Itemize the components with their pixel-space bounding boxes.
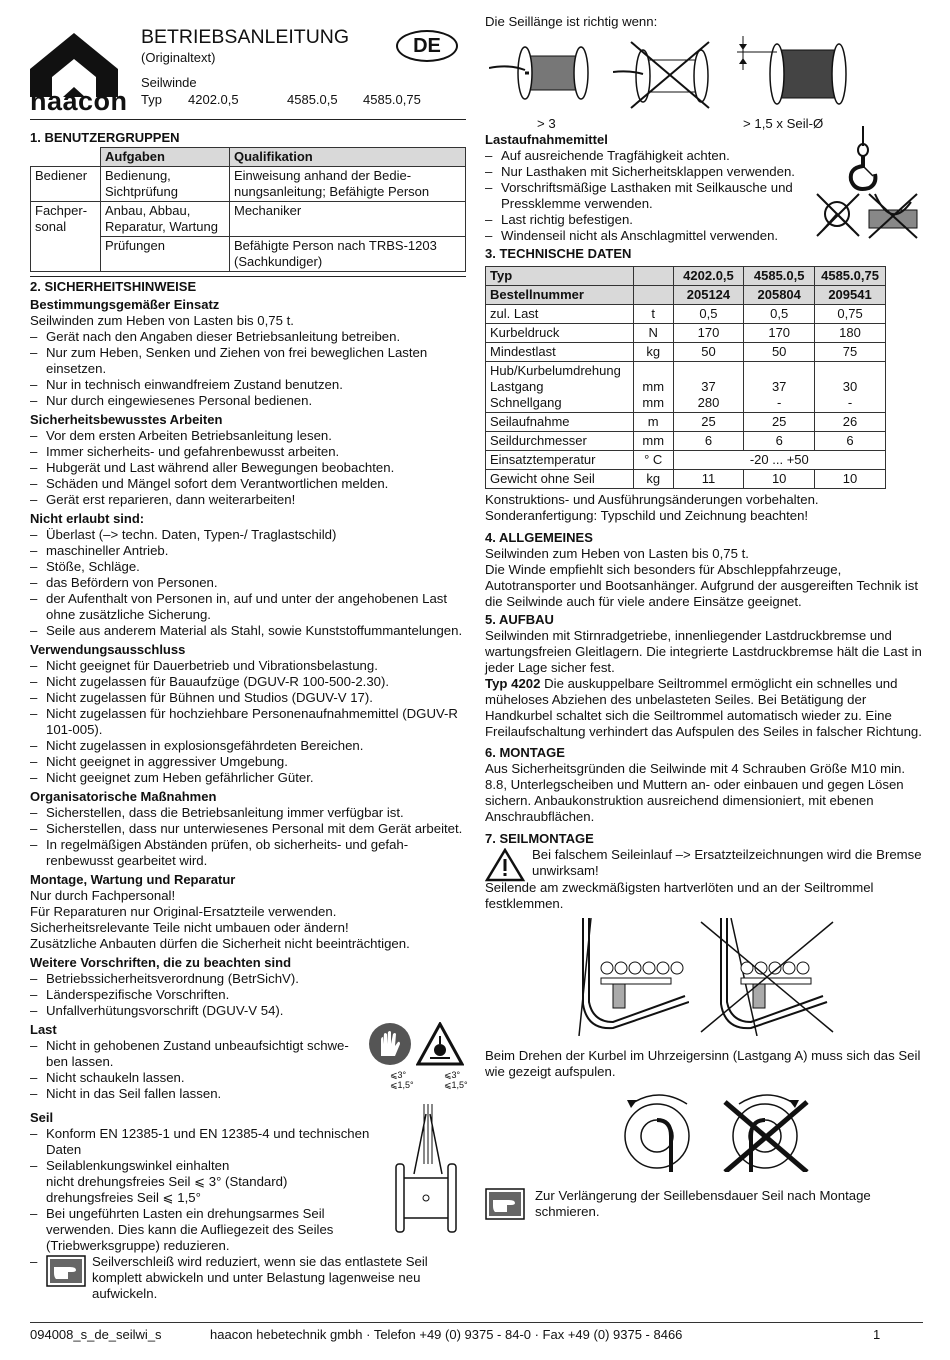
list-item: – Nicht zugelassen in explosionsgefährdeten Bereichen. (30, 738, 466, 754)
table-cell: 0,5 (673, 305, 744, 324)
table-cell: 50 (673, 343, 744, 362)
right-column (485, 14, 925, 1222)
warning-suspended-load-icon (416, 1022, 464, 1066)
table-row (486, 470, 886, 489)
table-row (486, 413, 886, 432)
angle-label: ⩽3° ⩽1,5° (444, 1070, 468, 1090)
list-item: – Gerät erst reparieren, dann weiterarbeiten! (30, 492, 466, 508)
warning-note: Bei falschem Seileinlauf –> Ersatzteilzeichnungen wird die Bremse unwirksam! (485, 847, 925, 879)
list-item: – Hubgerät und Last während aller Bewegungen beobachten. (30, 460, 466, 476)
table-cell: Fachper-sonal (31, 202, 101, 272)
list-item: – Stöße, Schläge. (30, 559, 466, 575)
paragraph: Zusätzliche Anbauten dürfen die Sicherheit nicht beeinträchtigen. (30, 936, 410, 951)
hook-icon (841, 126, 883, 196)
list-item: – Sicherstellen, dass die Betriebsanleitung immer verfügbar ist. (30, 805, 466, 821)
table-header: Aufgaben (101, 148, 230, 167)
table-cell: kg (633, 343, 673, 362)
list-item: – In regelmäßigen Abständen prüfen, ob sicherheits- und gefah-renbewusst gearbeitet wird. (30, 837, 466, 869)
list-item: – Nicht in das Seil fallen lassen. (30, 1086, 360, 1102)
list-item: – Nicht zugelassen für hochziehbare Personenaufnahmemittel (DGUV-R 101-005). (30, 706, 466, 738)
table-row (486, 267, 886, 286)
list-item: – Immer sicherheits- und gefahrenbewusst arbeiten. (30, 444, 466, 460)
list-item: – Last richtig befestigen. (485, 212, 815, 228)
table-cell: 6 (744, 432, 815, 451)
page-footer (30, 1322, 923, 1342)
table-cell: Typ (486, 267, 634, 286)
list-item: – Unfallverhütungsvorschrift (DGUV-V 54). (30, 1003, 466, 1019)
table-cell: Seildurchmesser (486, 432, 634, 451)
table-cell: Gewicht ohne Seil (486, 470, 634, 489)
left-column (30, 20, 466, 1302)
table-row (31, 167, 466, 202)
paragraph: Typ 4202 Die auskuppelbare Seiltrommel ermöglicht ein schnelles und müheloses Abziehen des unbelasteten Seiles. Bei Betätigung der Handkurbel schaltet sich die Seiltrommel automatisch wieder zu. Eine Freilaufschaltung verhindert das Aufspulen des Seiles in falscher Richtung. (485, 676, 922, 739)
table-cell: zul. Last (486, 305, 634, 324)
rope-block (30, 1110, 466, 1302)
paragraph: Für Reparaturen nur Original-Ersatzteile verwenden. (30, 904, 337, 919)
lubrication-tip: Zur Verlängerung der Seillebensdauer Seil nach Montage schmieren. (485, 1188, 925, 1222)
table-cell: 170 (673, 324, 744, 343)
table-cell: 4202.0,5 (673, 267, 744, 286)
list-item: – Nicht zugelassen für Bühnen und Studios (DGUV-V 17). (30, 690, 466, 706)
rope-min-label: > 3 (537, 116, 556, 131)
subheading: Sicherheitsbewusstes Arbeiten (30, 412, 223, 427)
subheading: Last (30, 1022, 57, 1037)
table-cell: Befähigte Person nach TRBS-1203 (Sachkundiger) (230, 237, 466, 272)
rope-min-label: > 1,5 x Seil-Ø (743, 116, 824, 131)
list-item: – Nicht geeignet für Dauerbetrieb und Vibrationsbelastung. (30, 658, 466, 674)
lam-list (485, 148, 815, 244)
table-cell: Einweisung anhand der Bedie-nungsanleitung; Befähigte Person (230, 167, 466, 202)
paragraph: Aus Sicherheitsgründen die Seilwinde mit 4 Schrauben Größe M10 min. 8.8, Unterlegscheiben und Muttern an- oder einbauen und gegen Lösen sichern. Anbaukonstruktion ausreichend dimensioniert, mit ebenen Anschraubflächen. (485, 761, 906, 824)
paragraph: Seilwinden zum Heben von Lasten bis 0,75 t. (30, 313, 294, 328)
document-title: BETRIEBSANLEITUNG (141, 26, 350, 48)
list-item: – Überlast (–> techn. Daten, Typen-/ Traglastschild) (30, 527, 466, 543)
type-item: 4585.0,5 (287, 92, 338, 107)
safe-list (30, 428, 466, 508)
rope-clamp-figures (485, 912, 925, 1042)
paragraph: Sonderanfertigung: Typschild und Zeichnung beachten! (485, 508, 809, 523)
load-list (30, 1038, 360, 1102)
list-item: – Bei ungeführten Lasten ein drehungsarmes Seil verwenden. Dies kann die Aufliegezeit des Seiles (Triebwerksgruppe) reduzieren. (30, 1206, 390, 1254)
section-heading: 3. TECHNISCHE DATEN (485, 246, 632, 261)
table-cell: 50 (744, 343, 815, 362)
list-item: – Nicht schaukeln lassen. (30, 1070, 360, 1086)
forbidden-rope-wrap-icon (865, 190, 921, 240)
table-row (486, 324, 886, 343)
rope-list (30, 1126, 390, 1254)
exclusion-list (30, 658, 466, 786)
subheading: Organisatorische Maßnahmen (30, 789, 217, 804)
list-item: – Konform EN 12385-1 und EN 12385-4 und technischen Daten (30, 1126, 390, 1158)
forbidden-list (30, 527, 466, 639)
angle-label: ⩽3° ⩽1,5° (390, 1070, 414, 1090)
table-cell: 25 (744, 413, 815, 432)
list-item: – Nicht in gehobenen Zustand unbeaufsichtigt schwe-ben lassen. (30, 1038, 360, 1070)
section-heading: 5. AUFBAU (485, 612, 554, 627)
type-label: Typ (141, 92, 162, 107)
paragraph: Nur durch Fachpersonal! (30, 888, 176, 903)
use-list (30, 329, 466, 409)
table-cell: 37 280 (673, 362, 744, 413)
drum-incorrect-icon (613, 40, 725, 110)
section-heading: 7. SEILMONTAGE (485, 831, 594, 846)
section-heading: 2. SICHERHEITSHINWEISE (30, 279, 197, 294)
table-cell: 0,5 (744, 305, 815, 324)
table-cell: 170 (744, 324, 815, 343)
table-header: Qualifikation (230, 148, 466, 167)
table-cell: 205124 (673, 286, 744, 305)
type-item: 4585.0,75 (363, 92, 421, 107)
list-item: – Seile aus anderem Material als Stahl, sowie Kunststoffummantelungen. (30, 623, 466, 639)
subheading: Lastaufnahmemittel (485, 132, 608, 147)
table-cell: Hub/Kurbelumdrehung Lastgang Schnellgang (486, 362, 634, 413)
paragraph: Seilwinden mit Stirnradgetriebe, innenliegender Lastdruckbremse und wartungsfreien Gleitlagern. Die integrierte Lastdruckbremse hält die Last in jeder Lage sicher fest. (485, 628, 922, 675)
table-cell: 37 - (744, 362, 815, 413)
list-item: – Auf ausreichende Tragfähigkeit achten. (485, 148, 815, 164)
table-cell: 11 (673, 470, 744, 489)
rope-length-figures (485, 30, 925, 132)
wear-gloves-icon (368, 1022, 412, 1066)
paragraph: Sicherheitsrelevante Teile nicht umbauen oder ändern! (30, 920, 349, 935)
table-cell: 0,75 (815, 305, 886, 324)
list-item: – Schäden und Mängel sofort dem Verantwortlichen melden. (30, 476, 466, 492)
document-header (30, 20, 466, 120)
rope-tip: – Seilverschleiß wird reduziert, wenn sie das entlastete Seil komplett abwickeln und unter Belastung lagenweise neu aufwickeln. (30, 1254, 428, 1301)
rope-direction-figures (485, 1080, 925, 1180)
list-item: – Gerät nach den Angaben dieser Betriebsanleitung betreiben. (30, 329, 466, 345)
drum-correct-icon (489, 42, 597, 104)
table-row (486, 305, 886, 324)
list-item: – das Befördern von Personen. (30, 575, 466, 591)
table-cell: 4585.0,75 (815, 267, 886, 286)
rope-angle-diagram-icon (384, 1104, 468, 1238)
table-cell: 4585.0,5 (744, 267, 815, 286)
table-row (486, 286, 886, 305)
table-cell: Bestellnummer (486, 286, 634, 305)
table-cell: mm mm (633, 362, 673, 413)
table-cell: N (633, 324, 673, 343)
list-item: – Nicht geeignet zum Heben gefährlicher Güter. (30, 770, 466, 786)
table-cell (633, 286, 673, 305)
page-number: 1 (873, 1327, 881, 1342)
table-cell: Mindestlast (486, 343, 634, 362)
table-row (31, 202, 466, 237)
paragraph: Seilwinden zum Heben von Lasten bis 0,75 t. (485, 546, 749, 561)
document-id: 094008_s_de_seilwi_s (30, 1327, 162, 1342)
table-cell: -20 ... +50 (673, 451, 885, 470)
table-cell: 75 (815, 343, 886, 362)
table-row (486, 343, 886, 362)
list-item: – Vorschriftsmäßige Lasthaken mit Seilkausche und Pressklemme verwenden. (485, 180, 815, 212)
paragraph: Die Seillänge ist richtig wenn: (485, 14, 658, 29)
table-cell: Seilaufnahme (486, 413, 634, 432)
table-cell: 26 (815, 413, 886, 432)
company-contact: haacon hebetechnik gmbh · Telefon +49 (0) 9375 - 84-0 · Fax +49 (0) 9375 - 8466 (210, 1327, 683, 1342)
document-subtitle: (Originaltext) (141, 50, 216, 65)
list-item: – Nicht zugelassen für Bauaufzüge (DGUV-R 100-500-2.30). (30, 674, 466, 690)
subheading: Bestimmungsgemäßer Einsatz (30, 297, 220, 312)
table-cell: Kurbeldruck (486, 324, 634, 343)
table-cell: 209541 (815, 286, 886, 305)
regs-list (30, 971, 466, 1019)
user-groups-table (30, 147, 466, 272)
drum-full-icon (737, 36, 857, 108)
language-badge: DE (396, 30, 458, 62)
technical-data-table (485, 266, 886, 489)
table-cell: 10 (744, 470, 815, 489)
table-cell: kg (633, 470, 673, 489)
subheading: Montage, Wartung und Reparatur (30, 872, 236, 887)
table-cell: Prüfungen (101, 237, 230, 272)
table-cell: Anbau, Abbau, Reparatur, Wartung (101, 202, 230, 237)
table-cell: 6 (673, 432, 744, 451)
table-row (486, 432, 886, 451)
rope-clamp-correct-icon (553, 918, 689, 1036)
section-heading: 6. MONTAGE (485, 745, 565, 760)
paragraph: Beim Drehen der Kurbel im Uhrzeigersinn (Lastgang A) muss sich das Seil wie gezeigt aufspulen. (485, 1048, 921, 1079)
brand-name: haacon (30, 86, 128, 116)
table-cell: ° C (633, 451, 673, 470)
table-cell: Bediener (31, 167, 101, 202)
section-heading: 1. BENUTZERGRUPPEN (30, 130, 180, 145)
list-item: – Nur durch eingewiesenes Personal bedienen. (30, 393, 466, 409)
forbidden-sling-icon (813, 190, 863, 238)
table-cell: t (633, 305, 673, 324)
rope-clamp-incorrect-icon (697, 918, 837, 1036)
table-cell: 25 (673, 413, 744, 432)
product-name: Seilwinde (141, 75, 197, 90)
list-item: – Nicht geeignet in aggressiver Umgebung. (30, 754, 466, 770)
list-item: – Nur Lasthaken mit Sicherheitsklappen verwenden. (485, 164, 815, 180)
paragraph: Konstruktions- und Ausführungsänderungen vorbehalten. (485, 492, 819, 507)
type-item: 4202.0,5 (188, 92, 239, 107)
list-item: – der Aufenthalt von Personen in, auf und unter der angehobenen Last ohne zusätzliche Sicherung. (30, 591, 466, 623)
lam-block (485, 132, 925, 244)
table-cell: 205804 (744, 286, 815, 305)
paragraph: Die Winde empfiehlt sich besonders für Abschleppfahrzeuge, Autotransporter und Bootsanhänger. Aufgrund der ausgereiften Technik ist die Seilwinde auch für viele andere Einsätze geeignet. (485, 562, 919, 609)
subheading: Seil (30, 1110, 54, 1125)
warning-icon (485, 848, 525, 882)
paragraph: Seilende am zweckmäßigsten hartverlöten und an der Seiltrommel festklemmen. (485, 880, 874, 911)
table-cell: 10 (815, 470, 886, 489)
list-item: – Seilablenkungswinkel einhalten nicht drehungsfreies Seil ⩽ 3° (Standard) drehungsfreies Seil ⩽ 1,5° (30, 1158, 390, 1206)
subheading: Nicht erlaubt sind: (30, 511, 145, 526)
table-cell: 6 (815, 432, 886, 451)
list-item: – Betriebssicherheitsverordnung (BetrSichV). (30, 971, 466, 987)
subheading: Weitere Vorschriften, die zu beachten sind (30, 955, 292, 970)
list-item: – maschineller Antrieb. (30, 543, 466, 559)
list-item: – Nur zum Heben, Senken und Ziehen von frei beweglichen Lasten einsetzen. (30, 345, 466, 377)
rope-direction-correct-icon (617, 1088, 701, 1172)
table-cell (633, 267, 673, 286)
table-row (486, 362, 886, 413)
table-cell: mm (633, 432, 673, 451)
list-item: – Sicherstellen, dass nur unterwiesenes Personal mit dem Gerät arbeitet. (30, 821, 466, 837)
list-item: – Windenseil nicht als Anschlagmittel verwenden. (485, 228, 815, 244)
table-cell: 180 (815, 324, 886, 343)
list-item: – Länderspezifische Vorschriften. (30, 987, 466, 1003)
table-row (486, 451, 886, 470)
subheading: Verwendungsausschluss (30, 642, 186, 657)
list-item: – Nur in technisch einwandfreiem Zustand benutzen. (30, 377, 466, 393)
table-cell: m (633, 413, 673, 432)
section-heading: 4. ALLGEMEINES (485, 530, 593, 545)
rope-direction-incorrect-icon (721, 1088, 811, 1172)
list-item: – Vor dem ersten Arbeiten Betriebsanleitung lesen. (30, 428, 466, 444)
org-list (30, 805, 466, 869)
table-cell: 30 - (815, 362, 886, 413)
table-cell: Bedienung, Sichtprüfung (101, 167, 230, 202)
pointing-hand-icon (46, 1255, 86, 1287)
pointing-hand-icon (485, 1188, 525, 1220)
load-block (30, 1022, 466, 1102)
table-cell: Mechaniker (230, 202, 466, 237)
table-cell: Einsatztemperatur (486, 451, 634, 470)
